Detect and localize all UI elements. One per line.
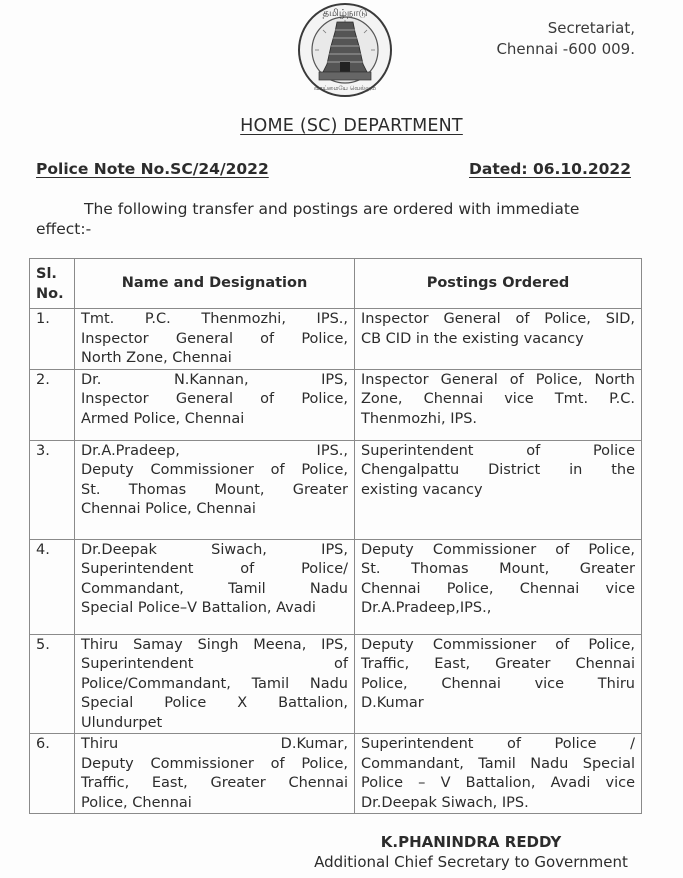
cell-line: Inspector General of Police, SID, — [361, 311, 635, 327]
postings-table — [29, 258, 642, 814]
address-line-2: Chennai -600 009. — [496, 40, 635, 58]
cell-sl-no: 2. — [30, 369, 75, 440]
header-sl-line1: Sl. — [36, 266, 57, 282]
header-sl-no — [30, 259, 75, 309]
cell-line: North Zone, Chennai — [81, 350, 232, 366]
cell-posting-ordered — [355, 634, 642, 734]
cell-line: Chengalpattu District in the — [361, 462, 635, 478]
cell-line: Zone, Chennai vice Tmt. P.C. — [361, 391, 635, 407]
cell-posting-ordered — [355, 734, 642, 814]
header-postings-ordered: Postings Ordered — [355, 259, 642, 309]
cell-line: Deputy Commissioner of Police, — [81, 462, 348, 478]
svg-text:வாய்மையே வெல்லும்: வாய்மையே வெல்லும் — [313, 85, 377, 92]
cell-sl-no: 3. — [30, 440, 75, 539]
cell-sl-no: 6. — [30, 734, 75, 814]
cell-line: Tmt. P.C. Thenmozhi, IPS., — [81, 311, 348, 327]
signatory-name: K.PHANINDRA REDDY — [380, 833, 562, 851]
cell-posting-ordered — [355, 309, 642, 370]
police-note-number: Police Note No.SC/24/2022 — [36, 160, 269, 178]
cell-line: St. Thomas Mount, Greater — [361, 561, 635, 577]
cell-sl-no: 4. — [30, 539, 75, 634]
cell-line: Dr.Deepak Siwach, IPS. — [361, 794, 529, 811]
cell-line: Inspector General of Police, — [81, 391, 348, 407]
cell-name-designation — [75, 734, 355, 814]
cell-line: Deputy Commissioner of Police, — [361, 636, 635, 653]
cell-line: St. Thomas Mount, Greater — [81, 481, 348, 498]
cell-line: Superintendent of — [81, 656, 348, 672]
header-sl-line2: No. — [36, 286, 64, 302]
cell-line: Superintendent of Police — [361, 442, 635, 459]
cell-line: D.Kumar — [361, 695, 424, 711]
table-row — [30, 734, 642, 814]
cell-line: Police/Commandant, Tamil Nadu — [81, 675, 348, 692]
cell-line: Inspector General of Police, — [81, 330, 348, 347]
cell-line: Traffic, East, Greater Chennai — [81, 775, 348, 791]
cell-line: Deputy Commissioner of Police, — [81, 755, 348, 772]
cell-line: Chennai Police, Chennai vice — [361, 580, 635, 597]
signatory-title: Additional Chief Secretary to Government — [314, 853, 628, 871]
cell-line: Dr. N.Kannan, IPS, — [81, 371, 348, 388]
cell-line: Police, Chennai vice Thiru — [361, 675, 635, 692]
table-row — [30, 309, 642, 370]
cell-line: Police, Chennai — [81, 794, 192, 811]
table-row — [30, 369, 642, 440]
header-name-designation: Name and Designation — [75, 259, 355, 309]
cell-line: Inspector General of Police, North — [361, 371, 635, 388]
cell-line: Special Police–V Battalion, Avadi — [81, 600, 316, 616]
cell-line: Deputy Commissioner of Police, — [361, 541, 635, 558]
cell-sl-no: 5. — [30, 634, 75, 734]
cell-line: Traffic, East, Greater Chennai — [361, 656, 635, 672]
tamil-nadu-emblem-icon — [293, 2, 397, 98]
cell-line: CB CID in the existing vacancy — [361, 330, 584, 347]
cell-name-designation — [75, 539, 355, 634]
cell-line: Thiru Samay Singh Meena, IPS, — [81, 636, 348, 653]
cell-line: Ulundurpet — [81, 714, 163, 731]
cell-line: Dr.A.Pradeep,IPS., — [361, 600, 492, 616]
signatory-block — [306, 832, 636, 872]
cell-line: Commandant, Tamil Nadu — [81, 580, 348, 597]
cell-line: Dr.Deepak Siwach, IPS, — [81, 541, 348, 558]
table-row — [30, 539, 642, 634]
cell-line: Armed Police, Chennai — [81, 410, 245, 427]
cell-line: Superintendent of Police/ — [81, 561, 348, 577]
cell-name-designation — [75, 309, 355, 370]
cell-line: Special Police X Battalion, — [81, 695, 348, 711]
cell-line: Dr.A.Pradeep, IPS., — [81, 442, 348, 459]
cell-line: Thiru D.Kumar, — [81, 736, 348, 752]
table-row — [30, 440, 642, 539]
cell-name-designation — [75, 369, 355, 440]
cell-line: Commandant, Tamil Nadu Special — [361, 755, 635, 772]
table-header-row — [30, 259, 642, 309]
cell-line: Police – V Battalion, Avadi vice — [361, 775, 635, 791]
department-title — [0, 116, 683, 136]
cell-name-designation — [75, 440, 355, 539]
cell-line: Thenmozhi, IPS. — [361, 410, 478, 427]
cell-sl-no: 1. — [30, 309, 75, 370]
cell-line: Superintendent of Police / — [361, 736, 635, 752]
svg-text:தமிழ்நாடு: தமிழ்நாடு — [322, 8, 368, 19]
note-date: Dated: 06.10.2022 — [469, 160, 631, 178]
cell-line: existing vacancy — [361, 481, 483, 498]
department-title-text: HOME (SC) DEPARTMENT — [240, 116, 463, 136]
cell-line: Chennai Police, Chennai — [81, 501, 256, 517]
cell-name-designation — [75, 634, 355, 734]
cell-posting-ordered — [355, 539, 642, 634]
intro-paragraph: The following transfer and postings are ordered with immediate effect:- — [36, 200, 580, 238]
table-row — [30, 634, 642, 734]
address-line-1: Secretariat, — [547, 19, 635, 37]
secretariat-address — [496, 18, 635, 60]
cell-posting-ordered — [355, 369, 642, 440]
cell-posting-ordered — [355, 440, 642, 539]
